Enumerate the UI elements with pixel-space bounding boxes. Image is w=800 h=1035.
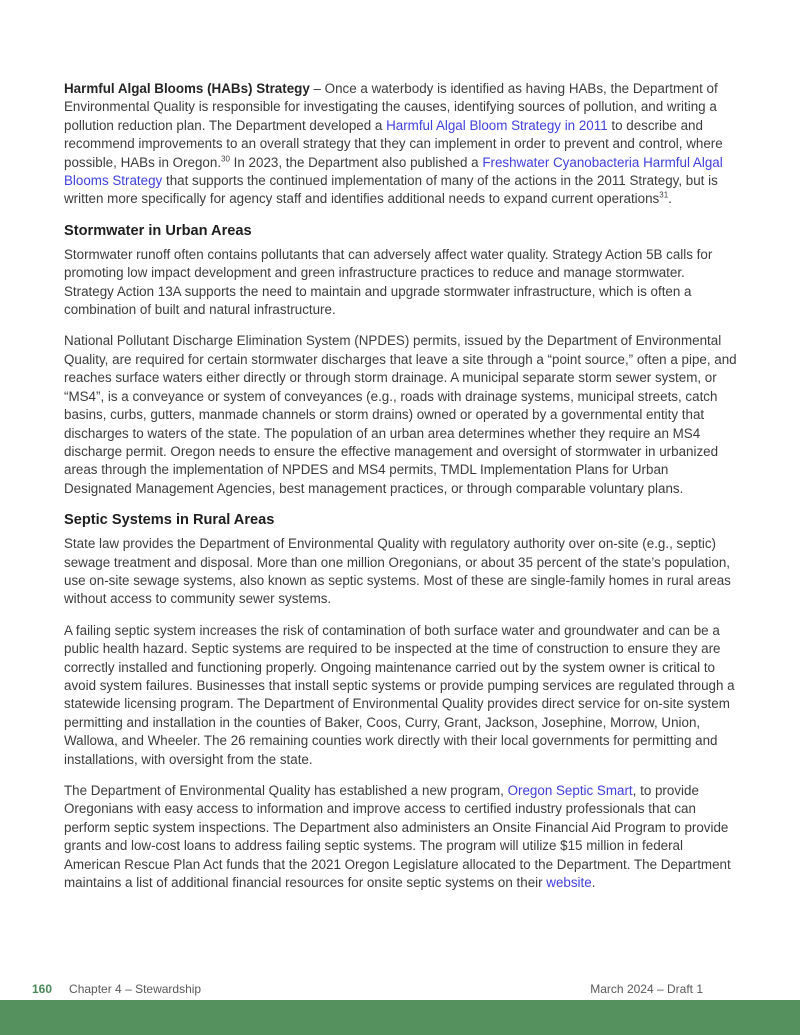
paragraph xyxy=(64,246,737,320)
text-run: Stormwater runoff often contains pollutants that can adversely affect water quality. Strategy Action 5B calls for promoting low impact development and green infrastructure practices to reduce and manage stormwater. Strategy Action 13A supports the need to maintain and upgrade stormwater infrastructure, which is often a combination of built and natural infrastructure. xyxy=(64,246,713,318)
footer-accent-bar xyxy=(0,1000,800,1035)
hyperlink[interactable]: Freshwater Cyanobacteria Harmful Algal Blooms Strategy xyxy=(64,154,723,189)
paragraph xyxy=(64,622,737,769)
paragraph xyxy=(64,782,737,892)
text-run: to describe and recommend improvements to an overall strategy that they can implement in order to prevent and control, where possible, HABs in Oregon. xyxy=(64,117,723,170)
text-run: , to provide Oregonians with easy access to information and improve access to certified industry professionals that can perform septic system inspections. The Department also administers an Onsite Financial Aid Program to provide grants and low-cost loans to address failing septic systems. The program will utilize $15 million in federal American Rescue Plan Act funds that the 2021 Oregon Legislature allocated to the Department. The Department maintains a list of additional financial resources for onsite septic systems on their xyxy=(64,783,731,891)
text-run: A failing septic system increases the risk of contamination of both surface water and groundwater and can be a public health hazard. Septic systems are required to be inspected at the time of construction to ensure they are correctly installed and functioning properly. Ongoing maintenance carried out by the system owner is critical to avoid system failures. Businesses that install septic systems or provide pumping services are regulated through a statewide licensing program. The Department of Environmental Quality provides direct service for on-site system permitting and installation in the counties of Baker, Coos, Curry, Grant, Jackson, Josephine, Morrow, Union, Wallowa, and Wheeler. The 26 remaining counties work directly with their local governments for permitting and installations, with oversight from the state. xyxy=(64,622,735,767)
text-run: – Once a waterbody is identified as having HABs, the Department of Environmental Quality is responsible for investigating the causes, identifying sources of pollution, and writing a pollution reduction plan. The Department developed a xyxy=(64,81,718,133)
footnote-reference: 31 xyxy=(659,190,669,200)
hyperlink[interactable]: Harmful Algal Bloom Strategy in 2011 xyxy=(386,117,608,133)
paragraph xyxy=(64,332,737,498)
section-heading-stormwater-urban-areas: Stormwater in Urban Areas xyxy=(64,222,252,239)
page-number: 160 xyxy=(32,982,53,996)
text-run: that supports the continued implementation of many of the actions in the 2011 Strategy, but is written more specifically for agency staff and identifies additional needs to expand current operations xyxy=(64,173,718,207)
hyperlink[interactable]: Oregon Septic Smart xyxy=(507,783,633,798)
hyperlink[interactable]: website xyxy=(546,875,592,891)
text-run: State law provides the Department of Environmental Quality with regulatory authority over on-site (e.g., septic) sewage treatment and disposal. More than one million Oregonians, or about 35 percent of the state’s population, use on-site sewage systems, also known as septic systems. Most of these are single-family homes in rural areas without access to community sewer systems. xyxy=(64,536,731,607)
page-content xyxy=(64,80,737,905)
footer-date-label: March 2024 – Draft 1 xyxy=(590,982,703,996)
bold-run: Harmful Algal Blooms (HABs) Strategy xyxy=(64,81,310,96)
section-heading-septic-systems-rural-areas: Septic Systems in Rural Areas xyxy=(64,512,275,529)
text-run: . xyxy=(668,191,672,207)
footnote-reference: 30 xyxy=(221,154,230,164)
paragraph xyxy=(64,80,737,209)
text-run: . xyxy=(591,875,596,891)
text-run: The Department of Environmental Quality has established a new program, xyxy=(64,783,508,798)
footer-left-group xyxy=(32,982,201,996)
paragraph xyxy=(64,535,737,609)
text-run: In 2023, the Department also published a xyxy=(229,154,483,170)
footer-chapter-label: Chapter 4 – Stewardship xyxy=(69,982,202,996)
page-footer xyxy=(32,982,768,996)
text-run: National Pollutant Discharge Elimination System (NPDES) permits, issued by the Department of Environmental Quality, are required for certain stormwater discharges that leave a site through a “point source,” often a pipe, and reaches surface waters either directly or through storm drainage. A municipal separate storm sewer system, or “MS4”, is a conveyance or system of conveyances (e.g., roads with drainage systems, municipal streets, catch basins, curbs, gutters, manmade channels or storm drains) owned or operated by a governmental entity that discharges to waters of the state. The population of an urban area determines whether they require an MS4 discharge permit. Oregon needs to ensure the effective management and oversight of stormwater in urbanized areas through the implementation of NPDES and MS4 permits, TMDL Implementation Plans for Urban Designated Management Agencies, best management practices, or through comparable voluntary plans. xyxy=(64,333,737,496)
